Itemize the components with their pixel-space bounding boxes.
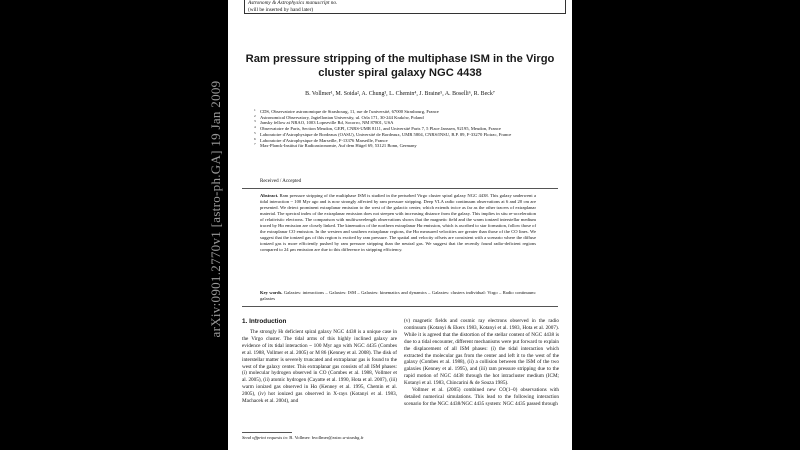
section-heading: 1. Introduction (242, 318, 287, 325)
footnote (242, 435, 397, 441)
abstract-label: Abstract. (260, 193, 279, 198)
footnote-rule (242, 432, 292, 433)
affiliation-text: Jansky fellow at NRAO, 1003 Lopezville Rd, Socorro, NM 87801, USA (260, 120, 394, 126)
affiliation-list (254, 109, 558, 149)
affiliation-text: Astronomical Observatory, Jagiellonian University, ul. Orla 171, 30-244 Kraków, Poland (260, 114, 424, 120)
right-column (404, 318, 559, 408)
author-list: B. Vollmer¹, M. Soida², A. Chung³, L. Chemin⁴, J. Braine⁵, A. Boselli⁶, R. Beck⁷ (305, 91, 495, 97)
affiliation-text: Max-Planck-Institut für Radioastronomie, Auf dem Hügel 69, 53121 Bonn, Germany (260, 143, 417, 149)
keywords-label: Key words. (260, 290, 283, 295)
affiliation-number: 6 (254, 136, 256, 141)
affiliation-text: Laboratoire d'Astrophysique de Bordeaux (OASU), Université de Bordeaux, UMR 5804, CNRS/INSU, B.P. 89, F-33270 Floirac, France (260, 131, 512, 137)
intro-paragraph-1: The strongly Hɪ deficient spiral galaxy NGC 4438 is a unique case in the Virgo cluster. The tidal arms of this highly inclined galaxy are evidence of its tidal interaction ~ 100 Myr ago with NGC 4435 (Combes et al. 1988, Vollmer et al. 2005) or M 86 (Kenney et al. 2008). The disk of interstellar matter is severely truncated and extraplanar gas is found to the west of the galaxy center. This extraplanar gas consists of all ISM phases: (i) molecular hydrogen observed in CO (Combes et al. 1988, Vollmer et al. 2005), (ii) atomic hydrogen (Cayatte et al. 1990, Hota et al. 2007), (iii) warm ionized gas observed in Hα (Kenney et al. 1995, Chemin et al. 2005), (iv) hot ionized gas observed in X-rays (Kotanyi et al. 1983, Machacek et al. 2004), and (242, 329, 397, 405)
keywords-text: Galaxies: interactions – Galaxies: ISM – Galaxies: kinematics and dynamics – Galaxies: clusters individual: Virgo – Radio continuum: galaxies (260, 290, 537, 301)
affiliation-text: CDS, Observatoire astronomique de Strasbourg, 11, rue de l'université, 67000 Strasbourg, France (260, 109, 439, 114)
affiliation-number: 1 (254, 108, 256, 112)
journal-note: (will be inserted by hand later) (248, 6, 314, 13)
affiliation-number: 5 (254, 130, 256, 135)
affiliation-text: Observatoire de Paris, Section Meudon, GEPI, CNRS-UMR 8111, and Université Paris 7, 5 Place Janssen, 92195, Meudon, France (260, 126, 501, 132)
keywords (260, 290, 536, 302)
received-accepted: Received / Accepted (260, 179, 302, 184)
arxiv-identifier: arXiv:0901.2770v1 [astro-ph.GA] 19 Jan 2009 (208, 80, 223, 338)
intro-paragraph-2: (v) magnetic fields and cosmic ray electrons observed in the radio continuum (Kotanyi & Ekers 1983, Kotanyi et al. 1983, Hota et al. 2007). While it is agreed that the distortion of the stellar content of NGC 4438 is due to a tidal encounter, different mechanisms were put forward to explain the displacement of all ISM phases: (i) the tidal interaction which extracted the molecular gas from the center and left it to the west of the galaxy (Combes et al. 1988), (ii) a collision between the ISM of the two galaxies (Kenney et al. 1995), and (iii) ram pressure stripping due to the rapid motion of NGC 4438 through the hot intracluster medium (ICM; Kotanyi et al. 1983, Chincarini & de Souza 1985). (404, 318, 559, 387)
intro-paragraph-3: Vollmer et al. (2005) combined new CO(1–0) observations with detailed numerical simulations. This lead to the following interaction scenario for the NGC 4438/NGC 4435 system: NGC 4435 passed through (404, 387, 559, 407)
arxiv-stamp (206, 64, 226, 354)
paper-title: Ram pressure stripping of the multiphase ISM in the Virgo cluster spiral galaxy NGC 4438 (245, 53, 555, 79)
footnote-label: Send offprint requests to (242, 435, 287, 440)
left-column (242, 329, 397, 405)
journal-name: Astronomy & Astrophysics manuscript no. (248, 0, 338, 6)
affiliation-number: 3 (254, 119, 256, 124)
journal-header-box (244, 0, 566, 14)
footnote-text: : B. Vollmer: bvollmer@astro.u-strasbg.fr (286, 435, 364, 440)
abstract-top-rule (242, 188, 558, 189)
abstract-bottom-rule (242, 306, 558, 307)
paper-page (228, 0, 572, 450)
affiliation-number: 7 (254, 142, 256, 147)
abstract (260, 193, 536, 253)
affiliation-number: 4 (254, 125, 256, 130)
affiliation-number: 2 (254, 113, 256, 118)
abstract-text: Ram pressure stripping of the multiphase ISM is studied in the perturbed Virgo cluster spiral galaxy NGC 4438. This galaxy underwent a tidal interaction ~ 100 Myr ago and is now strongly affected by ram pressure stripping. Deep VLA radio continuum observations at 6 and 20 cm are presented. We detect prominent extraplanar emission to the west of the galactic center, which extends twice as far as the other tracers of extraplanar material. The spectral index of the extraplanar emission does not steepen with increasing distance from the galaxy. This implies in situ re-acceleration of relativistic electrons. The comparison with multiwavelength observations shows that the magnetic field and the warm ionized interstellar medium traced by Hα emission are closely linked. The kinematics of the northern extraplanar Hα emission, which is ascribed to star formation, follow those of the extraplanar CO emission. In the western and southern extraplanar regions, the Hα measured velocities are greater than those of the CO lines. We suggest that the ionized gas of this region is excited by ram pressure. The spatial and velocity offsets are consistent with a scenario where the diffuse ionized gas is more efficiently pushed by ram pressure stripping than the neutral gas. We suggest that the recently found radio-deficient regions compared to 24 μm emission are due to this difference in stripping efficiency. (260, 193, 536, 252)
affiliation-text: Laboratoire d'Astrophysique de Marseille, F-13376 Marseille, France (260, 137, 388, 143)
affiliation-item (254, 143, 558, 149)
